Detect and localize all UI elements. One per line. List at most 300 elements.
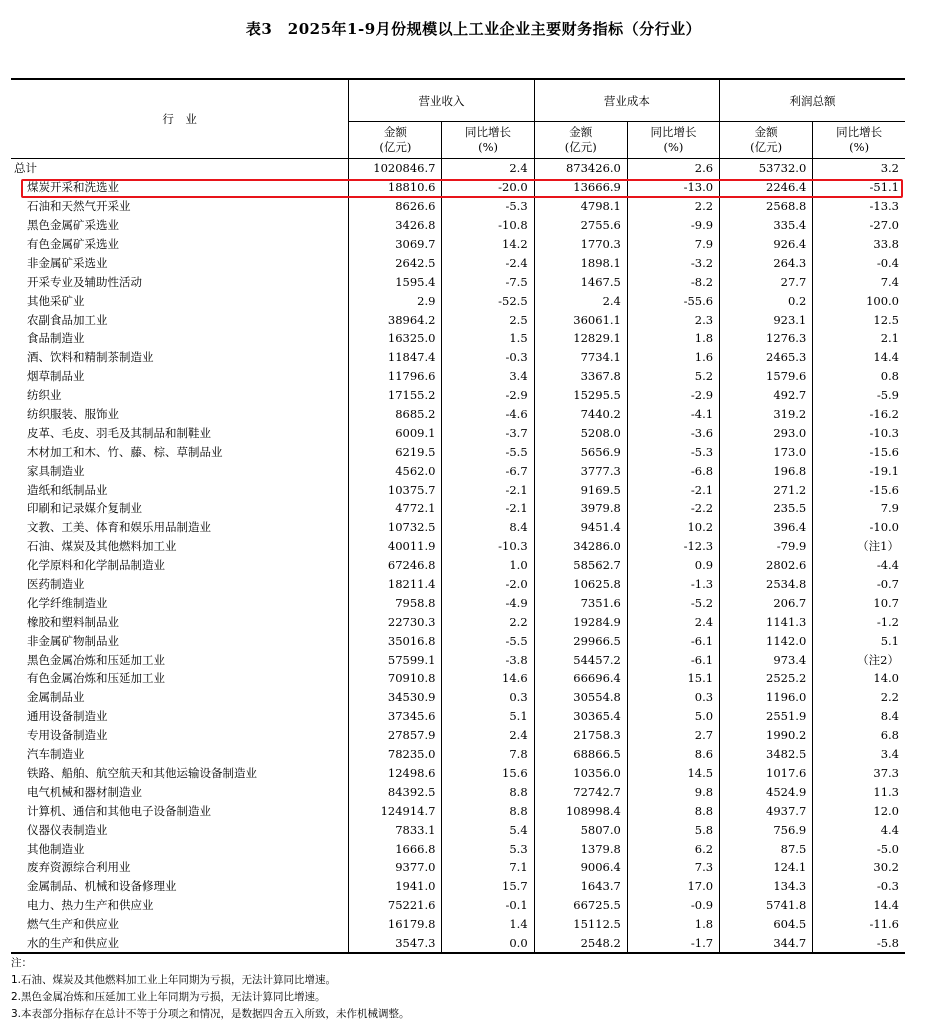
cell-profit-growth: -13.3 [813,197,905,216]
cell-rev-growth: 2.2 [442,612,534,631]
header-profit: 利润总额 [720,79,905,122]
cell-rev: 17155.2 [349,386,442,405]
cell-cost-growth: -12.3 [627,537,719,556]
cell-cost-growth: -2.9 [627,386,719,405]
cell-cost-growth: 7.3 [627,858,719,877]
cell-profit: 206.7 [720,593,813,612]
table-row [11,631,905,650]
cell-rev-growth: 0.0 [442,934,534,954]
cell-rev-growth: 0.3 [442,688,534,707]
growth-label: 同比增长 [836,125,883,139]
cell-profit-growth: -0.4 [813,253,905,272]
industry-name: 电力、热力生产和供应业 [27,898,154,913]
cell-profit: 973.4 [720,650,813,669]
industry-name: 黑色金属矿采选业 [27,218,119,233]
cell-profit: 1141.3 [720,612,813,631]
cell-rev-growth: 7.1 [442,858,534,877]
cell-cost: 1467.5 [534,272,627,291]
cell-rev-growth: -5.5 [442,442,534,461]
industry-name: 电气机械和器材制造业 [27,784,142,799]
table-row [11,197,905,216]
cell-profit-growth: 3.2 [813,159,905,178]
cell-profit-growth: 14.4 [813,348,905,367]
cell-rev-growth: 1.4 [442,915,534,934]
table-row [11,253,905,272]
cell-profit: 2525.2 [720,669,813,688]
table-row [11,518,905,537]
cell-profit: 319.2 [720,405,813,424]
table-row [11,216,905,235]
cell-profit-growth: 12.0 [813,801,905,820]
table-row [11,934,905,954]
industry-name: 黑色金属冶炼和压延加工业 [27,652,165,667]
cell-profit: 344.7 [720,934,813,954]
table-row [11,461,905,480]
cell-profit-growth: 7.4 [813,272,905,291]
cell-rev: 16179.8 [349,915,442,934]
cell-rev-growth: -2.4 [442,253,534,272]
cell-profit: 1017.6 [720,764,813,783]
cell-profit-growth: （注1） [813,537,905,556]
note-line: 3.本表部分指标存在总计不等于分项之和情况，是数据四舍五入所致，未作机械调整。 [11,1008,410,1020]
cell-cost-growth: -5.3 [627,442,719,461]
cell-profit: 1579.6 [720,367,813,386]
cell-cost: 2548.2 [534,934,627,954]
cell-rev: 70910.8 [349,669,442,688]
cell-cost: 10625.8 [534,575,627,594]
industry-name: 仪器仪表制造业 [27,822,108,837]
cell-rev: 1595.4 [349,272,442,291]
cell-rev: 6219.5 [349,442,442,461]
growth-unit: (%) [478,140,498,154]
cell-cost-growth: 2.3 [627,310,719,329]
cell-rev-growth: 8.8 [442,801,534,820]
industry-name: 铁路、船舶、航空航天和其他运输设备制造业 [27,765,257,780]
cell-rev: 34530.9 [349,688,442,707]
industry-name: 文教、工美、体育和娱乐用品制造业 [27,520,211,535]
industry-name: 开采专业及辅助性活动 [27,274,142,289]
cell-profit: 4937.7 [720,801,813,820]
table-body [11,159,905,954]
cell-rev: 124914.7 [349,801,442,820]
table-row [11,386,905,405]
cell-rev-growth: 8.8 [442,782,534,801]
cell-rev: 38964.2 [349,310,442,329]
industry-name: 化学纤维制造业 [27,595,108,610]
table-row [11,858,905,877]
cell-profit-growth: 0.8 [813,367,905,386]
industry-name: 酒、饮料和精制茶制造业 [27,350,154,365]
cell-cost: 19284.9 [534,612,627,631]
cell-rev: 11847.4 [349,348,442,367]
table-row [11,537,905,556]
cell-profit: 264.3 [720,253,813,272]
cell-rev-growth: -0.3 [442,348,534,367]
cell-rev-growth: 2.4 [442,159,534,178]
cell-rev-growth: -5.3 [442,197,534,216]
cell-rev: 8685.2 [349,405,442,424]
cell-profit-growth: 7.9 [813,499,905,518]
cell-cost: 2755.6 [534,216,627,235]
cell-cost: 4798.1 [534,197,627,216]
cell-cost-growth: -6.1 [627,650,719,669]
amount-label: 金额 [569,125,593,139]
cell-rev: 1941.0 [349,877,442,896]
industry-name: 农副食品加工业 [27,312,108,327]
cell-rev-growth: -2.1 [442,480,534,499]
note-line: 2.黑色金属冶炼和压延加工业上年同期为亏损，无法计算同比增速。 [11,991,326,1003]
cell-cost-growth: 1.8 [627,915,719,934]
cell-cost: 9451.4 [534,518,627,537]
cell-cost-growth: 2.2 [627,197,719,216]
cell-profit: 4524.9 [720,782,813,801]
cell-rev: 7958.8 [349,593,442,612]
table-row [11,367,905,386]
industry-name: 医药制造业 [27,577,85,592]
header-cost-amount [534,122,627,159]
industry-name: 纺织业 [27,388,62,403]
header-cost-growth [627,122,719,159]
cell-profit: 492.7 [720,386,813,405]
cell-profit-growth: -0.3 [813,877,905,896]
cell-rev-growth: -7.5 [442,272,534,291]
cell-profit-growth: 10.7 [813,593,905,612]
cell-profit: 27.7 [720,272,813,291]
cell-rev: 40011.9 [349,537,442,556]
industry-name: 通用设备制造业 [27,709,108,724]
cell-rev: 4562.0 [349,461,442,480]
cell-profit: 0.2 [720,291,813,310]
growth-label: 同比增长 [650,125,697,139]
industry-name: 烟草制品业 [27,369,85,384]
cell-cost: 30365.4 [534,707,627,726]
header-revenue-amount [349,122,442,159]
cell-profit: 604.5 [720,915,813,934]
header-cost: 营业成本 [534,79,719,122]
table-row [11,896,905,915]
cell-rev: 27857.9 [349,726,442,745]
industry-name: 非金属矿采选业 [27,255,108,270]
industry-name: 化学原料和化学制品制造业 [27,558,165,573]
table-row-total [11,159,905,178]
table-row [11,782,905,801]
cell-profit: 87.5 [720,839,813,858]
cell-rev-growth: -20.0 [442,178,534,197]
table-row [11,726,905,745]
cell-profit-growth: -11.6 [813,915,905,934]
table-row [11,442,905,461]
cell-rev: 1020846.7 [349,159,442,178]
cell-cost-growth: 0.9 [627,556,719,575]
table-row [11,612,905,631]
cell-profit-growth: -5.8 [813,934,905,954]
industry-name: 煤炭开采和洗选业 [27,180,119,195]
cell-cost: 108998.4 [534,801,627,820]
industry-name: 金属制品、机械和设备修理业 [27,879,177,894]
industry-name: 其他制造业 [27,841,85,856]
table-row [11,348,905,367]
cell-cost-growth: 5.2 [627,367,719,386]
cell-profit: -79.9 [720,537,813,556]
cell-cost: 9169.5 [534,480,627,499]
amount-unit: (亿元) [750,140,783,154]
cell-cost: 3979.8 [534,499,627,518]
cell-cost: 58562.7 [534,556,627,575]
industry-name: 燃气生产和供应业 [27,917,119,932]
cell-rev-growth: -0.1 [442,896,534,915]
cell-profit: 5741.8 [720,896,813,915]
cell-rev: 37345.6 [349,707,442,726]
cell-cost: 9006.4 [534,858,627,877]
cell-profit: 926.4 [720,235,813,254]
cell-cost: 7734.1 [534,348,627,367]
cell-profit: 2534.8 [720,575,813,594]
industry-name: 石油和天然气开采业 [27,199,131,214]
cell-rev: 4772.1 [349,499,442,518]
cell-cost-growth: -5.2 [627,593,719,612]
cell-profit-growth: -1.2 [813,612,905,631]
growth-label: 同比增长 [465,125,512,139]
cell-cost: 66725.5 [534,896,627,915]
industry-name: 其他采矿业 [27,293,85,308]
cell-cost-growth: -6.1 [627,631,719,650]
cell-profit: 923.1 [720,310,813,329]
cell-rev-growth: -2.1 [442,499,534,518]
cell-profit: 271.2 [720,480,813,499]
cell-profit-growth: -15.6 [813,480,905,499]
cell-cost-growth: 8.8 [627,801,719,820]
note-line: 1.石油、煤炭及其他燃料加工业上年同期为亏损，无法计算同比增速。 [11,974,337,986]
cell-cost-growth: 0.3 [627,688,719,707]
cell-profit: 2568.8 [720,197,813,216]
cell-rev: 10732.5 [349,518,442,537]
cell-cost: 873426.0 [534,159,627,178]
cell-rev-growth: -5.5 [442,631,534,650]
cell-rev: 75221.6 [349,896,442,915]
cell-cost: 2.4 [534,291,627,310]
cell-rev-growth: -4.6 [442,405,534,424]
amount-label: 金额 [754,125,778,139]
industry-name: 废弃资源综合利用业 [27,860,131,875]
cell-profit-growth: 37.3 [813,764,905,783]
industry-name: 食品制造业 [27,331,85,346]
cell-rev: 12498.6 [349,764,442,783]
cell-cost-growth: -2.2 [627,499,719,518]
cell-rev: 35016.8 [349,631,442,650]
industry-name: 造纸和纸制品业 [27,482,108,497]
table-row [11,877,905,896]
table-row [11,405,905,424]
cell-profit-growth: -27.0 [813,216,905,235]
cell-cost: 66696.4 [534,669,627,688]
cell-profit: 124.1 [720,858,813,877]
table-row [11,839,905,858]
cell-profit: 1990.2 [720,726,813,745]
cell-cost: 1770.3 [534,235,627,254]
cell-profit-growth: 4.4 [813,820,905,839]
industry-name: 金属制品业 [27,690,85,705]
cell-rev: 18810.6 [349,178,442,197]
page-title: 表3 2025年1-9月份规模以上工业企业主要财务指标（分行业） [245,20,702,38]
table-row [11,575,905,594]
cell-cost: 15295.5 [534,386,627,405]
cell-rev-growth: -3.7 [442,423,534,442]
cell-rev-growth: 2.4 [442,726,534,745]
industry-name: 家具制造业 [27,463,85,478]
cell-profit: 53732.0 [720,159,813,178]
table-row [11,310,905,329]
cell-cost-growth: -13.0 [627,178,719,197]
table-row [11,707,905,726]
cell-cost-growth: 6.2 [627,839,719,858]
industry-name: 汽车制造业 [27,747,85,762]
cell-profit-growth: -5.0 [813,839,905,858]
cell-rev-growth: -2.0 [442,575,534,594]
cell-profit-growth: 30.2 [813,858,905,877]
industry-name: 有色金属矿采选业 [27,237,119,251]
cell-profit-growth: -0.7 [813,575,905,594]
cell-cost: 1898.1 [534,253,627,272]
cell-profit-growth: -15.6 [813,442,905,461]
cell-cost: 3367.8 [534,367,627,386]
industry-name: 橡胶和塑料制品业 [27,614,119,629]
cell-cost-growth: -9.9 [627,216,719,235]
industry-name: 纺织服装、服饰业 [27,407,119,422]
cell-profit-growth: 33.8 [813,235,905,254]
industry-name: 水的生产和供应业 [11,934,349,954]
cell-profit-growth: 12.5 [813,310,905,329]
cell-rev-growth: -6.7 [442,461,534,480]
table-row [11,820,905,839]
cell-cost-growth: -0.9 [627,896,719,915]
cell-cost: 36061.1 [534,310,627,329]
table-row [11,291,905,310]
cell-cost-growth: 5.8 [627,820,719,839]
table-row [11,764,905,783]
cell-cost: 13666.9 [534,178,627,197]
notes [11,955,410,1023]
cell-rev-growth: 15.7 [442,877,534,896]
cell-rev: 7833.1 [349,820,442,839]
cell-rev: 84392.5 [349,782,442,801]
cell-profit: 1142.0 [720,631,813,650]
cell-rev: 2.9 [349,291,442,310]
cell-cost-growth: -6.8 [627,461,719,480]
cell-cost: 34286.0 [534,537,627,556]
cell-profit-growth: 2.1 [813,329,905,348]
cell-profit-growth: 2.2 [813,688,905,707]
highlight-box [21,179,903,198]
cell-profit-growth: （注2） [813,650,905,669]
cell-cost: 68866.5 [534,745,627,764]
cell-rev: 11796.6 [349,367,442,386]
cell-rev: 10375.7 [349,480,442,499]
industry-name: 计算机、通信和其他电子设备制造业 [27,803,211,818]
cell-cost: 21758.3 [534,726,627,745]
header-revenue-growth [442,122,534,159]
cell-profit-growth: -10.0 [813,518,905,537]
amount-unit: (亿元) [379,140,412,154]
cell-rev-growth: -10.8 [442,216,534,235]
amount-unit: (亿元) [564,140,597,154]
cell-rev-growth: -2.9 [442,386,534,405]
cell-cost-growth: -1.7 [627,934,719,954]
cell-profit-growth: -51.1 [813,178,905,197]
cell-rev: 57599.1 [349,650,442,669]
cell-cost-growth: 2.7 [627,726,719,745]
cell-cost-growth: -55.6 [627,291,719,310]
cell-cost-growth: 15.1 [627,669,719,688]
industry-name: 石油、煤炭及其他燃料加工业 [27,539,177,554]
cell-profit-growth: 3.4 [813,745,905,764]
table-row [11,329,905,348]
table-row [11,745,905,764]
table-row [11,593,905,612]
cell-rev-growth: -10.3 [442,537,534,556]
cell-cost: 1379.8 [534,839,627,858]
cell-profit: 173.0 [720,442,813,461]
cell-profit: 2551.9 [720,707,813,726]
cell-rev-growth: 8.4 [442,518,534,537]
cell-cost-growth: 2.6 [627,159,719,178]
cell-cost-growth: 1.8 [627,329,719,348]
cell-profit-growth: 100.0 [813,291,905,310]
cell-profit-growth: 11.3 [813,782,905,801]
header-revenue: 营业收入 [349,79,534,122]
cell-rev-growth: -4.9 [442,593,534,612]
financial-indicators-table [11,78,905,954]
industry-name: 专用设备制造业 [27,728,108,743]
cell-rev: 6009.1 [349,423,442,442]
cell-cost-growth: 2.4 [627,612,719,631]
table-row [11,272,905,291]
cell-cost: 5807.0 [534,820,627,839]
cell-cost: 5208.0 [534,423,627,442]
cell-cost: 5656.9 [534,442,627,461]
header-industry: 行 业 [11,79,349,159]
cell-cost: 15112.5 [534,915,627,934]
cell-profit: 293.0 [720,423,813,442]
cell-rev: 3069.7 [349,235,442,254]
cell-cost-growth: -2.1 [627,480,719,499]
industry-name: 非金属矿物制品业 [27,633,119,648]
table-row [11,556,905,575]
cell-cost: 30554.8 [534,688,627,707]
cell-cost-growth: 9.8 [627,782,719,801]
industry-name: 木材加工和木、竹、藤、棕、草制品业 [27,444,223,459]
cell-profit: 2465.3 [720,348,813,367]
cell-profit-growth: -5.9 [813,386,905,405]
cell-profit-growth: 14.0 [813,669,905,688]
cell-cost: 54457.2 [534,650,627,669]
cell-profit: 335.4 [720,216,813,235]
note-line: 注： [11,957,32,969]
cell-rev: 1666.8 [349,839,442,858]
cell-rev: 8626.6 [349,197,442,216]
cell-profit: 2246.4 [720,178,813,197]
table-row [11,669,905,688]
cell-profit: 1276.3 [720,329,813,348]
cell-rev: 3547.3 [349,934,442,954]
cell-rev: 16325.0 [349,329,442,348]
table-row [11,480,905,499]
growth-unit: (%) [663,140,684,154]
cell-rev-growth: 7.8 [442,745,534,764]
cell-cost-growth: 10.2 [627,518,719,537]
cell-cost-growth: -4.1 [627,405,719,424]
cell-profit-growth: 8.4 [813,707,905,726]
cell-profit: 1196.0 [720,688,813,707]
